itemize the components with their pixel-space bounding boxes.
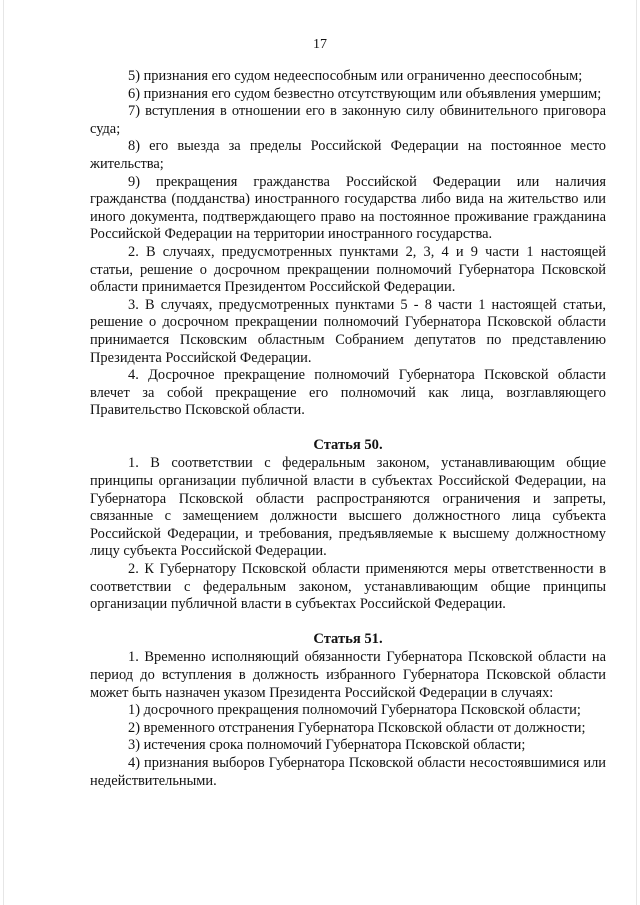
scan-edge-left [3, 0, 4, 905]
list-item: 5) признания его судом недееспособным или ограниченно дееспособным; [128, 68, 583, 84]
list-item: 1) досрочного прекращения полномочий Губернатора Псковской области; [128, 702, 581, 719]
article-50-heading: Статья 50. [313, 436, 383, 453]
list-item: 8) его выезда за пределы Российской Федерации на постоянное место жительства; [90, 138, 606, 172]
paragraph: 1. Временно исполняющий обязанности Губернатора Псковской области на период до вступления в должность избранного Губернатора Псковской области может быть назначен указом Президента Российской Федерации в случаях: [90, 649, 606, 701]
paragraph: 4. Досрочное прекращение полномочий Губернатора Псковской области влечет за собой прекращение его полномочий как лица, возглавляющего Правительство Псковской области. [90, 367, 606, 419]
article-51-heading: Статья 51. [313, 630, 383, 647]
list-item: 7) вступления в отношении его в законную силу обвинительного приговора суда; [90, 103, 606, 137]
document-body [90, 68, 606, 790]
list-item: 4) признания выборов Губернатора Псковской области несостоявшимися или недействительными. [90, 754, 606, 789]
scan-edge-right [636, 0, 637, 905]
paragraph: 3. В случаях, предусмотренных пунктами 5 - 8 части 1 настоящей статьи, решение о досрочном прекращении полномочий Губернатора Псковской области принимается Псковским областным Собранием депутатов по представлению Президента Российской Федерации. [90, 296, 606, 366]
paragraph: 1. В соответствии с федеральным законом, устанавливающим общие принципы организации публичной власти в субъектах Российской Федерации, на Губернатора Псковской области распространяются ограничения и запреты, связанные с замещением должности высшего должностного лица субъекта Российской Федерации, и требования, предъявляемые к высшему должностному лицу субъекта Российской Федерации. [90, 455, 606, 560]
paragraph: 2. К Губернатору Псковской области применяются меры ответственности в соответствии с федеральным законом, устанавливающим общие принципы организации публичной власти в субъектах Российской Федерации. [90, 561, 606, 613]
page-number: 17 [313, 37, 327, 52]
list-item: 9) прекращения гражданства Российской Федерации или наличия гражданства (подданства) иностранного государства либо вида на жительство или иного документа, подтверждающего право на постоянное проживание гражданина Российской Федерации на территории иностранного государства. [90, 173, 606, 243]
list-item: 2) временного отстранения Губернатора Псковской области от должности; [128, 719, 586, 736]
list-item: 3) истечения срока полномочий Губернатора Псковской области; [128, 737, 526, 754]
list-item: 6) признания его судом безвестно отсутствующим или объявления умершим; [128, 85, 602, 102]
paragraph: 2. В случаях, предусмотренных пунктами 2, 3, 4 и 9 части 1 настоящей статьи, решение о досрочном прекращении полномочий Губернатора Псковской области принимается Президентом Российской Федерации. [90, 243, 606, 296]
